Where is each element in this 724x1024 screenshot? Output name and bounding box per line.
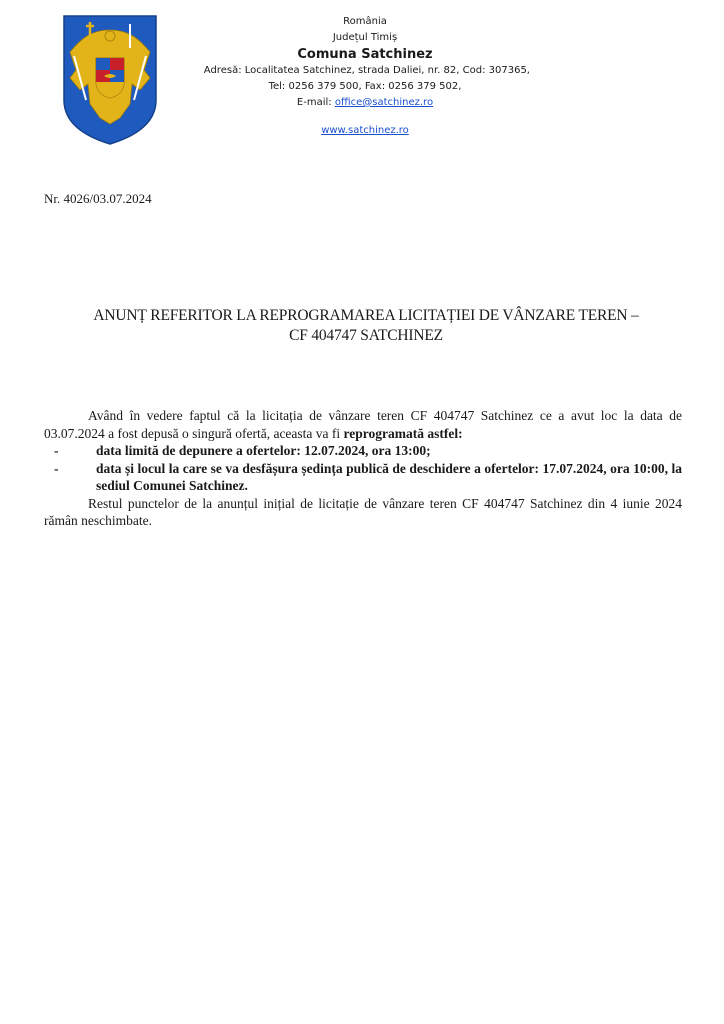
list-item (44, 460, 682, 495)
website-line (200, 123, 530, 139)
address-line: Adresă: Localitatea Satchinez, strada Daliei, nr. 82, Cod: 307365, (203, 65, 530, 76)
paragraph-1-text: Având în vedere faptul că la licitația de vânzare teren CF 404747 Satchinez ce a avut loc la data de 03.07.2024 a fost depusă o singură ofertă, aceasta va fi (44, 408, 682, 441)
document-title (40, 306, 692, 346)
organization-name: Comuna Satchinez (297, 47, 433, 62)
list-item (44, 442, 682, 460)
schedule-list (44, 442, 682, 495)
website-link[interactable]: www.satchinez.ro (321, 125, 409, 136)
county-line: Județul Timiș (332, 32, 398, 43)
email-line (200, 95, 530, 111)
country-line: România (343, 16, 387, 27)
romania-coat-of-arms-icon (60, 12, 160, 146)
paragraph-2: Restul punctelor de la anunțul inițial de licitație de vânzare teren CF 404747 Satchinez din 4 iunie 2024 rămân neschimbate. (44, 495, 682, 528)
email-label: E-mail: (296, 97, 332, 108)
email-link[interactable]: office@satchinez.ro (334, 97, 434, 108)
list-item-text: data limită de depunere a ofertelor: 12.07.2024, ora 13:00; (96, 443, 431, 458)
bullet-dash: - (54, 443, 59, 458)
registration-number: Nr. 4026/03.07.2024 (44, 191, 152, 206)
paragraph-1-bold: reprogramată astfel: (343, 425, 463, 441)
title-line-1: ANUNȚ REFERITOR LA REPROGRAMAREA LICITAȚIEI DE VÂNZARE TEREN – (93, 307, 639, 324)
letterhead (200, 14, 530, 139)
paragraph-1 (44, 407, 682, 442)
phone-line: Tel: 0256 379 500, Fax: 0256 379 502, (268, 81, 462, 92)
list-item-text: data și locul la care se va desfășura ședința publică de deschidere a ofertelor: 17.07.2024, ora 10:00, la sediul Comunei Satchinez. (96, 460, 682, 493)
title-line-2: CF 404747 SATCHINEZ (289, 327, 443, 344)
document-body (44, 407, 682, 530)
bullet-dash: - (54, 460, 59, 476)
